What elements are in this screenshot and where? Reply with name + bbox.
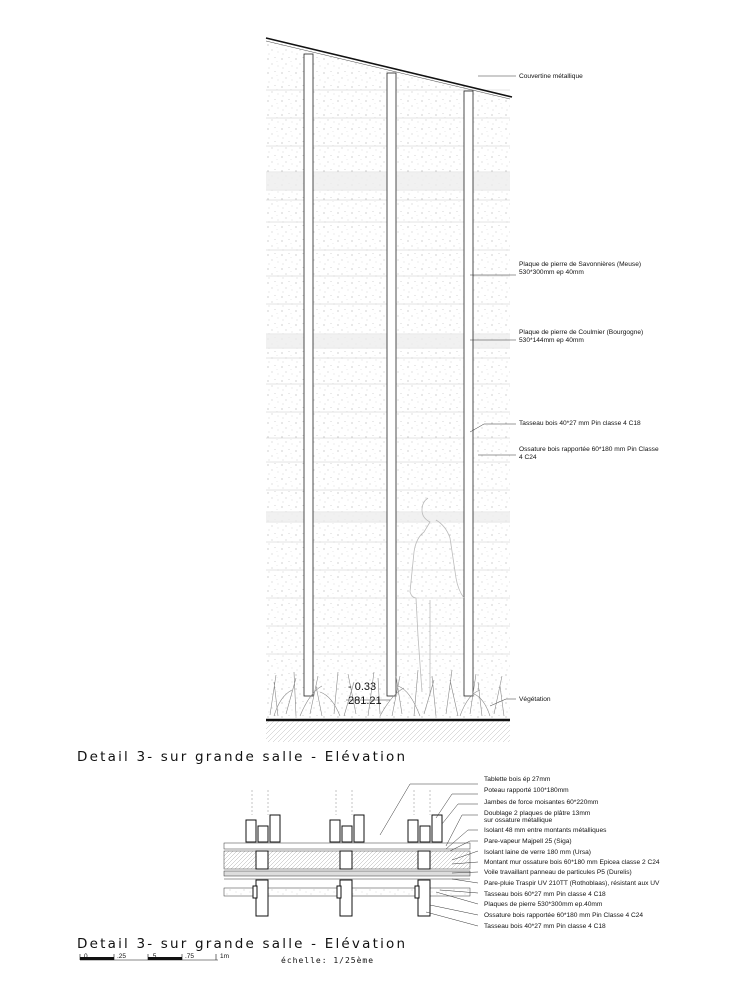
scale-tick-025: .25 <box>117 953 127 960</box>
label-poteau: Poteau rapporté 100*180mm <box>484 787 569 794</box>
label-jambes-force: Jambes de force moisantes 60*220mm <box>484 799 599 806</box>
label-doublage: Doublage 2 plaques de plâtre 13mm <box>484 810 591 817</box>
label-coulmier-size: 530*144mm ep 40mm <box>519 337 584 344</box>
label-isolant-48: Isolant 48 mm entre montants métalliques <box>484 827 607 834</box>
label-pare-vapeur: Pare-vapeur Majpell 25 (Siga) <box>484 838 572 845</box>
label-savonnieres-size: 530*300mm ep 40mm <box>519 269 584 276</box>
label-savonnieres-stone: Plaque de pierre de Savonnières (Meuse) <box>519 261 642 268</box>
ground-fill <box>266 720 510 742</box>
label-plaques-pierre: Plaques de pierre 530*300mm ep.40mm <box>484 901 603 908</box>
label-framework: Ossature bois rapportée 60*180 mm Pin Classe <box>519 446 659 453</box>
scale-tick-0: 0 <box>84 953 88 960</box>
label-metal-coping: Couvertine métallique <box>519 73 583 80</box>
label-batten: Tasseau bois 40*27 mm Pin classe 4 C18 <box>519 420 641 427</box>
scale-bar <box>80 953 374 965</box>
scale-tick-05: .5 <box>151 953 157 960</box>
sheathing-layer <box>224 871 470 876</box>
scale-tick-1m: 1m <box>220 953 230 960</box>
label-coulmier-stone: Plaque de pierre de Coulmier (Bourgogne) <box>519 329 644 336</box>
plan-title: Detail 3- sur grande salle - Elévation <box>77 936 408 952</box>
label-vegetation: Végétation <box>519 696 551 703</box>
label-framework-class: 4 C24 <box>519 454 537 461</box>
label-pare-pluie: Pare-pluie Traspir UV 210TT (Rothoblaas), résistant aux UV <box>484 880 660 887</box>
label-voile-travaillant: Voile travaillant panneau de particules P5 (Durelis) <box>484 869 632 876</box>
label-ossature-rapportee: Ossature bois rapportée 60*180 mm Pin Classe 4 C24 <box>484 912 644 919</box>
label-montant-mur: Montant mur ossature bois 60*180 mm Epicea classe 2 C24 <box>484 859 660 866</box>
elevation-title: Detail 3- sur grande salle - Elévation <box>77 749 408 765</box>
scale-caption: échelle: 1/25ème <box>281 956 375 965</box>
label-tablette: Tablette bois ép 27mm <box>484 776 551 783</box>
label-doublage-ossature: sur ossature métallique <box>484 817 553 824</box>
label-isolant-laine: Isolant laine de verre 180 mm (Ursa) <box>484 849 592 856</box>
plasterboard-layer <box>224 843 470 849</box>
scale-tick-075: .75 <box>185 953 195 960</box>
level-value: - 0.33 <box>348 681 377 693</box>
label-tasseau-60: Tasseau bois 60*27 mm Pin classe 4 C18 <box>484 891 606 898</box>
label-tasseau-40: Tasseau bois 40*27 mm Pin classe 4 C18 <box>484 923 606 930</box>
elevation-drawing <box>77 38 659 765</box>
level-altitude: 281.21 <box>348 695 382 707</box>
plan-section-drawing <box>77 776 660 952</box>
